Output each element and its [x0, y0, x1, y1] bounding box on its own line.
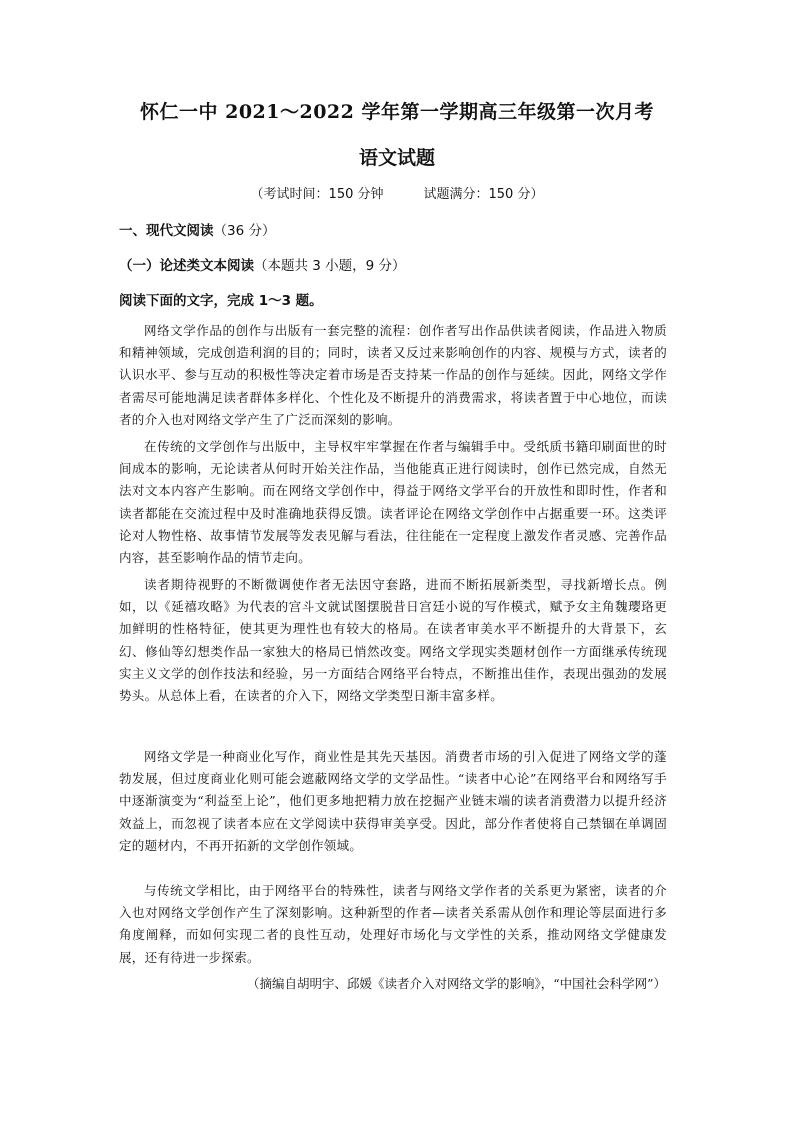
exam-full-score: 试题满分：150 分） — [423, 187, 544, 202]
exam-title: 怀仁一中 2021～2022 学年第一学期高三年级第一次月考 — [140, 101, 654, 123]
exam-info — [0, 183, 794, 202]
subsection-heading — [119, 254, 406, 274]
exam-time: （考试时间：150 分钟 — [250, 187, 384, 202]
subsection-title: （一）论述类文本阅读 — [119, 258, 254, 274]
passage-paragraph-4: 网络文学是一种商业化写作，商业性是其先天基因。消费者市场的引入促进了网络文学的蓬勃发展，但过度商业化则可能会遮蔽网络文学的文学品性。“读者中心论”在网络平台和网络写手中逐渐演变为“利益至上论”，他们更多地把精力放在挖掘产业链末端的读者消费潜力以提升经济效益上，而忽视了读者本应在文学阅读中获得审美享受。因此，部分作者使将自己禁锢在单调固定的题材内，不再开拓新的文学创作领域。 — [119, 749, 667, 853]
section-title: 一、现代文阅读 — [119, 223, 214, 239]
passage-source: （摘编自胡明宇、邱媛《读者介入对网络文学的影响》，“中国社会科学网”） — [246, 976, 666, 991]
section-heading — [119, 219, 275, 239]
passage-paragraph-5: 与传统文学相比，由于网络平台的特殊性，读者与网络文学作者的关系更为紧密，读者的介入也对网络文学创作产生了深刻影响。这种新型的作者—读者关系需从创作和理论等层面进行多角度阐释，而如何实现二者的良性互动，处理好市场化与文学性的关系，推动网络文学健康发展，还有待进一步探索。 — [119, 883, 667, 965]
section-points: （36 分） — [213, 223, 276, 239]
passage-paragraph-2: 在传统的文学创作与出版中，主导权牢牢掌握在作者与编辑手中。受纸质书籍印刷面世的时间成本的影响，无论读者从何时开始关注作品，当他能真正进行阅读时，创作已然完成，自然无法对文本内容产生影响。而在网络文学创作中，得益于网络文学平台的开放性和即时性，作者和读者都能在交流过程中及时准确地获得反馈。读者评论在网络文学创作中占据重要一环。这类评论对人物性格、故事情节发展等发表见解与看法，往往能在一定程度上激发作者灵感、完善作品内容，甚至影响作品的情节走向。 — [119, 439, 667, 566]
reading-instruction: 阅读下面的文字，完成 1～3 题。 — [119, 293, 323, 309]
subsection-note: （本题共 3 小题，9 分） — [254, 258, 406, 274]
passage-paragraph-3: 读者期待视野的不断微调使作者无法因守套路，进而不断拓展新类型，寻找新增长点。例如，以《延禧攻略》为代表的宫斗文就试图摆脱昔日宫廷小说的写作模式，赋予女主角魏璎珞更加鲜明的性格特征，使其更为理性也有较大的格局。在读者审美水平不断提升的大背景下，玄幻、修仙等幻想类作品一家独大的格局已悄然改变。网络文学现实类题材创作一方面继承传统现实主义文学的创作技法和经验，另一方面结合网络平台特点，不断推出佳作，表现出强劲的发展势头。从总体上看，在读者的介入下，网络文学类型日渐丰富多样。 — [119, 577, 667, 704]
passage-paragraph-1: 网络文学作品的创作与出版有一套完整的流程：创作者写出作品供读者阅读，作品进入物质和精神领域，完成创造利润的目的；同时，读者又反过来影响创作的内容、规模与方式，读者的认识水平、参与互动的积极性等决定着市场是否支持某一作品的创作与延续。因此，网络文学作者需尽可能地满足读者群体多样化、个性化及不断提升的消费需求，将读者置于中心地位，而读者的介入也对网络文学产生了广泛而深刻的影响。 — [119, 323, 667, 427]
exam-subject: 语文试题 — [358, 147, 435, 169]
